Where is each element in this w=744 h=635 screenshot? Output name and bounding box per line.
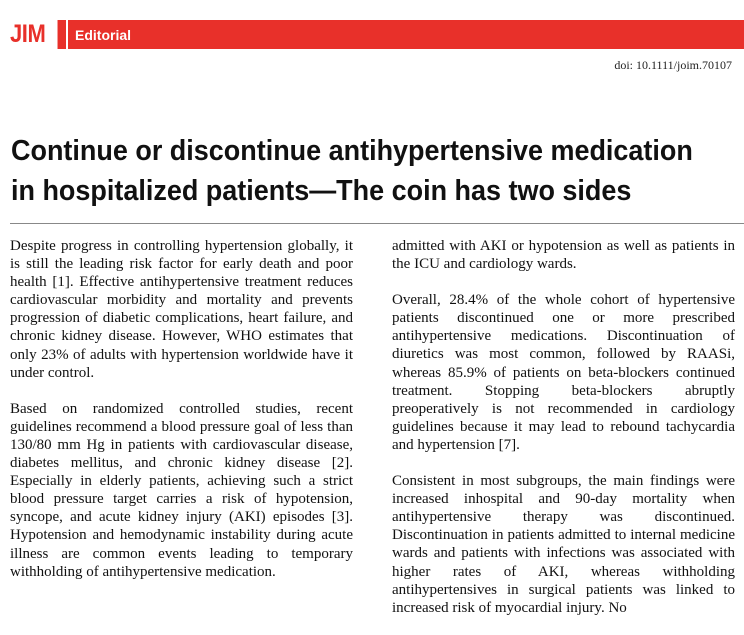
body-paragraph: Despite progress in controlling hypertension globally, it is still the leading risk factor for early death and poor health [1]. Effective antihypertensive treatment reduces cardiovascular morbidity and mortality and prevents progression of diabetic complications, heart failure, and chronic kidney disease. However, WHO estimates that only 23% of adults with hypertension worldwide have it under control. xyxy=(10,238,353,381)
journal-logo: JIM xyxy=(10,20,58,49)
body-paragraph: Consistent in most subgroups, the main findings were increased inhospital and 90-day mortality when antihypertensive therapy was discontinued. Discontinuation in patients admitted to internal medicine wards and patients with infections was associated with higher rates of AKI, whereas withholding antihypertensives in surgical patients was linked to increased risk of myocardial injury. No xyxy=(392,473,735,616)
doi-link[interactable]: doi: 10.1111/joim.70107 xyxy=(614,58,732,72)
body-paragraph: Based on randomized controlled studies, recent guidelines recommend a blood pressure goal of less than 130/80 mm Hg in patients with cardiovascular disease, diabetes mellitus, and chronic kidney disease [2]. Especially in elderly patients, achieving such a strict blood pressure target carries a risk of hypotension, syncope, and acute kidney injury (AKI) episodes [3]. Hypotension and hemodynamic instability during acute illness are common events leading to temporary withholding of antihypertensive medication. xyxy=(10,400,353,580)
title-divider xyxy=(10,223,744,224)
section-label: Editorial xyxy=(75,27,132,43)
body-paragraph: admitted with AKI or hypotension as well as patients in the ICU and cardiology wards. xyxy=(392,238,735,273)
article-title-line-1: Continue or discontinue antihypertensive medication xyxy=(11,135,693,167)
article-title-line-2: in hospitalized patients—The coin has two sides xyxy=(11,175,632,207)
body-paragraph: Overall, 28.4% of the whole cohort of hypertensive patients discontinued one or more prescribed antihypertensive medications. Discontinuation of diuretics was most common, followed by RAASi, whereas 85.9% of patients on beta-blockers continued treatment. Stopping beta-blockers abruptly preoperatively is not recommended in cardiology guidelines because it may lead to rebound tachycardia and hypertension [7]. xyxy=(392,292,735,453)
body-column-right xyxy=(392,237,735,635)
body-column-left xyxy=(10,237,353,599)
logo-divider xyxy=(66,20,68,49)
article-title xyxy=(11,131,693,211)
